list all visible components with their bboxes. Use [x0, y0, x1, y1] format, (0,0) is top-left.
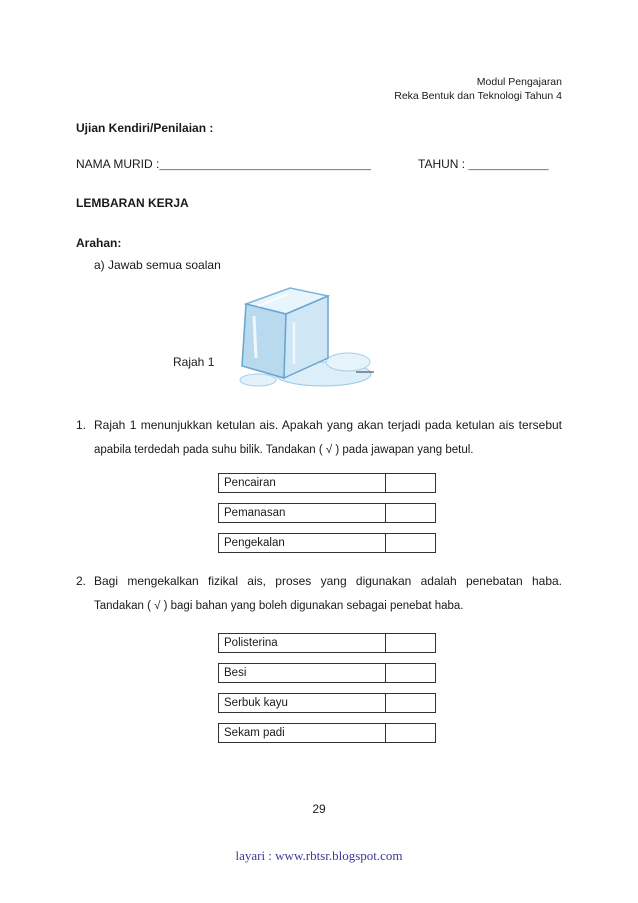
q2-option-row: [218, 663, 436, 683]
header-module-title: Modul Pengajaran: [476, 76, 562, 88]
question-2-text-line2: Tandakan ( √ ) bagi bahan yang boleh digunakan sebagai penebat haba.: [94, 600, 464, 612]
student-name-label: NAMA MURID :: [76, 157, 160, 171]
question-1: [76, 413, 562, 463]
page-number: 29: [312, 802, 326, 816]
q1-option-checkbox[interactable]: [385, 473, 436, 493]
student-name-blank[interactable]: ____________________________________________: [159, 160, 371, 170]
question-2: [76, 569, 562, 619]
question-1-number: 1.: [76, 418, 87, 432]
footer-link[interactable]: layari : www.rbtsr.blogspot.com: [235, 848, 403, 863]
instruction-item-a: a) Jawab semua soalan: [94, 258, 221, 272]
q2-option-row: [218, 723, 436, 743]
q2-option-label: Serbuk kayu: [218, 693, 386, 713]
q1-option-label: Pencairan: [218, 473, 386, 493]
student-year-label: TAHUN :: [418, 157, 469, 171]
q2-option-row: [218, 633, 436, 653]
q2-option-checkbox[interactable]: [385, 633, 436, 653]
question-2-text-line1: Bagi mengekalkan fizikal ais, proses yang digunakan adalah penebatan haba.: [94, 574, 562, 588]
student-name-row: [76, 157, 371, 171]
q2-option-row: [218, 693, 436, 713]
question-2-number: 2.: [76, 574, 87, 588]
q1-option-row: [218, 473, 436, 493]
figure-ice-cube: [228, 282, 378, 394]
question-1-text-line2: apabila terdedah pada suhu bilik. Tandakan ( √ ) pada jawapan yang betul.: [94, 444, 474, 456]
q1-option-label: Pemanasan: [218, 503, 386, 523]
worksheet-title: LEMBARAN KERJA: [76, 196, 189, 210]
q1-option-row: [218, 533, 436, 553]
figure-caption: Rajah 1: [173, 355, 215, 369]
q2-option-checkbox[interactable]: [385, 663, 436, 683]
q1-option-row: [218, 503, 436, 523]
student-year-row: [418, 157, 549, 171]
q1-option-label: Pengekalan: [218, 533, 386, 553]
section-title: Ujian Kendiri/Penilaian :: [76, 121, 214, 135]
header-subject-title: Reka Bentuk dan Teknologi Tahun 4: [394, 90, 562, 102]
q2-option-label: Polisterina: [218, 633, 386, 653]
q2-option-label: Sekam padi: [218, 723, 386, 743]
question-1-text-line1: Rajah 1 menunjukkan ketulan ais. Apakah yang akan terjadi pada ketulan ais tersebut: [94, 418, 562, 432]
q2-option-checkbox[interactable]: [385, 693, 436, 713]
instructions-heading: Arahan:: [76, 236, 122, 250]
q1-option-checkbox[interactable]: [385, 503, 436, 523]
q2-option-label: Besi: [218, 663, 386, 683]
ice-cube-melting-icon: [228, 282, 378, 394]
q2-option-checkbox[interactable]: [385, 723, 436, 743]
student-year-blank[interactable]: ________________: [468, 160, 549, 170]
q1-option-checkbox[interactable]: [385, 533, 436, 553]
